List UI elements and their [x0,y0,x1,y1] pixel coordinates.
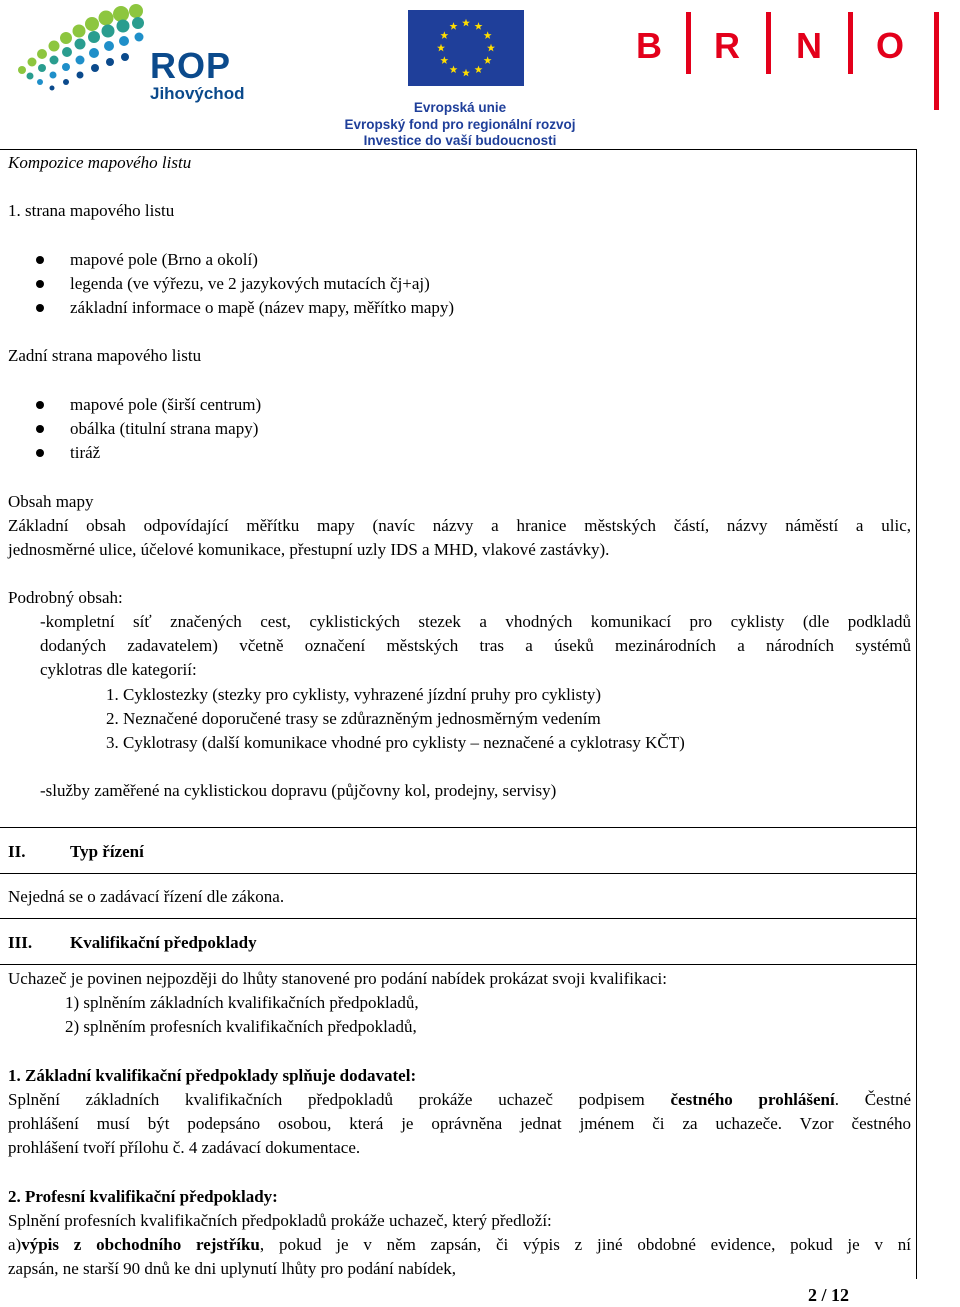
rop-logo-dots [18,4,144,91]
prof-line-2-part-a: a) [8,1235,22,1254]
doc-title: Kompozice mapového listu [8,153,192,172]
front-item-2: legenda (ve výřezu, ve 2 jazykových mutacích čj+aj) [70,274,430,293]
section-3-title: Kvalifikační předpoklady [70,933,257,952]
bullet-icon [36,280,44,288]
professional-qualification-heading: 2. Profesní kvalifikační předpoklady: [8,1187,278,1206]
basic-line-1-part-c: . Čestné [834,1090,911,1109]
basic-qualification-line-3: prohlášení tvoří přílohu č. 4 zadávací dokumentace. [8,1138,361,1157]
detail-item-1: 1. Cyklostezky (stezky pro cyklisty, vyhrazené jízdní pruhy pro cyklisty) [106,685,602,704]
eu-caption-line2: Evropský fond pro regionální rozvoj [344,116,576,132]
section-3-number: III. [8,933,33,952]
bullet-icon [36,256,44,264]
professional-qualification-line-1: Splnění profesních kvalifikačních předpokladů prokáže uchazeč, který předloží: [8,1211,552,1230]
services-line: -služby zaměřené na cyklistickou dopravu (půjčovny kol, prodejny, servisy) [40,781,557,800]
basic-qualification-line-2: prohlášení musí být podepsáno osobou, která je oprávněna jednat jménem či za uchazeče. Vzor čestného [8,1114,911,1133]
detail-line-3: cyklotras dle kategorií: [40,660,197,679]
page-header [0,0,960,150]
rop-logo-text [150,45,245,104]
content-heading: Obsah mapy [8,492,94,511]
page-number: 2 / 12 [808,1285,850,1305]
detail-item-3: 3. Cyklotrasy (další komunikace vhodné pro cyklisty – neznačené a cyklotrasy KČT) [106,733,685,752]
eu-caption-line1: Evropská unie [413,100,507,115]
section-3-item-1: 1) splněním základních kvalifikačních předpokladů, [65,993,419,1012]
content-line-2: jednosměrné ulice, účelové komunikace, přestupní uzly IDS a MHD, vlakové zastávky). [8,540,610,559]
back-item-1: mapové pole (širší centrum) [70,395,262,414]
detail-heading: Podrobný obsah: [8,588,123,607]
bullet-icon [36,449,44,457]
brno-logo-b: B [636,25,662,66]
eu-flag-icon [408,10,524,86]
back-item-3: tiráž [70,443,101,462]
section-divider [0,873,917,874]
section-divider [0,918,917,919]
brno-logo [636,10,956,110]
brno-logo-o: O [876,25,905,66]
section-2-text: Nejedná se o zadávací řízení dle zákona. [8,887,285,906]
section-2-title: Typ řízení [70,842,144,861]
brno-logo-n: N [796,25,822,66]
basic-line-1-part-a: Splnění základních kvalifikačních předpokladů prokáže uchazeč podpisem [8,1090,645,1109]
front-item-1: mapové pole (Brno a okolí) [70,250,258,269]
detail-line-2: dodaných zadavatelem) včetně označení městských tras a úseků mezinárodních a národních systémů [40,636,911,655]
section-divider [0,827,917,828]
eu-caption-line3: Investice do vaší budoucnosti [363,133,557,148]
detail-line-1: -kompletní síť značených cest, cyklistických stezek a vhodných komunikací pro cyklisty (dle podkladů [40,612,911,631]
bullet-icon [36,425,44,433]
basic-qualification-line-1 [8,1088,911,1112]
rop-logo-title: ROP [150,45,232,86]
back-item-2: obálka (titulní strana mapy) [70,419,259,438]
bullet-icon [36,304,44,312]
professional-qualification-line-2 [8,1233,911,1257]
eu-caption [330,100,590,150]
bullet-icon [36,401,44,409]
front-item-3: základní informace o mapě (název mapy, měřítko mapy) [70,298,455,317]
content-line-1: Základní obsah odpovídající měřítku mapy (navíc názvy a hranice městských částí, názvy náměstí a ulic, [8,516,911,535]
commercial-register-term: výpis z obchodního rejstříku [21,1235,260,1254]
section-divider [0,964,917,965]
basic-qualification-heading: 1. Základní kvalifikační předpoklady splňuje dodavatel: [8,1066,417,1085]
front-side-heading: 1. strana mapového listu [8,201,175,220]
detail-item-2: 2. Neznačené doporučené trasy se zdůrazněným jednosměrným vedením [106,709,601,728]
rop-logo-subtitle: Jihovýchod [150,84,245,103]
section-2-number: II. [8,842,26,861]
section-3-intro: Uchazeč je povinen nejpozději do lhůty stanovené pro podání nabídek prokázat svoji kvalifikaci: [8,969,668,988]
brno-logo-r: R [714,25,740,66]
section-3-item-2: 2) splněním profesních kvalifikačních předpokladů, [65,1017,417,1036]
honest-declaration-term: čestného prohlášení [670,1090,835,1109]
prof-line-2-part-c: , pokud je v něm zapsán, či výpis z jiné obdobné evidence, pokud je v ní [259,1235,911,1254]
back-side-heading: Zadní strana mapového listu [8,346,202,365]
professional-qualification-line-3: zapsán, ne starší 90 dnů ke dni uplynutí lhůty pro podání nabídek, [8,1259,457,1278]
